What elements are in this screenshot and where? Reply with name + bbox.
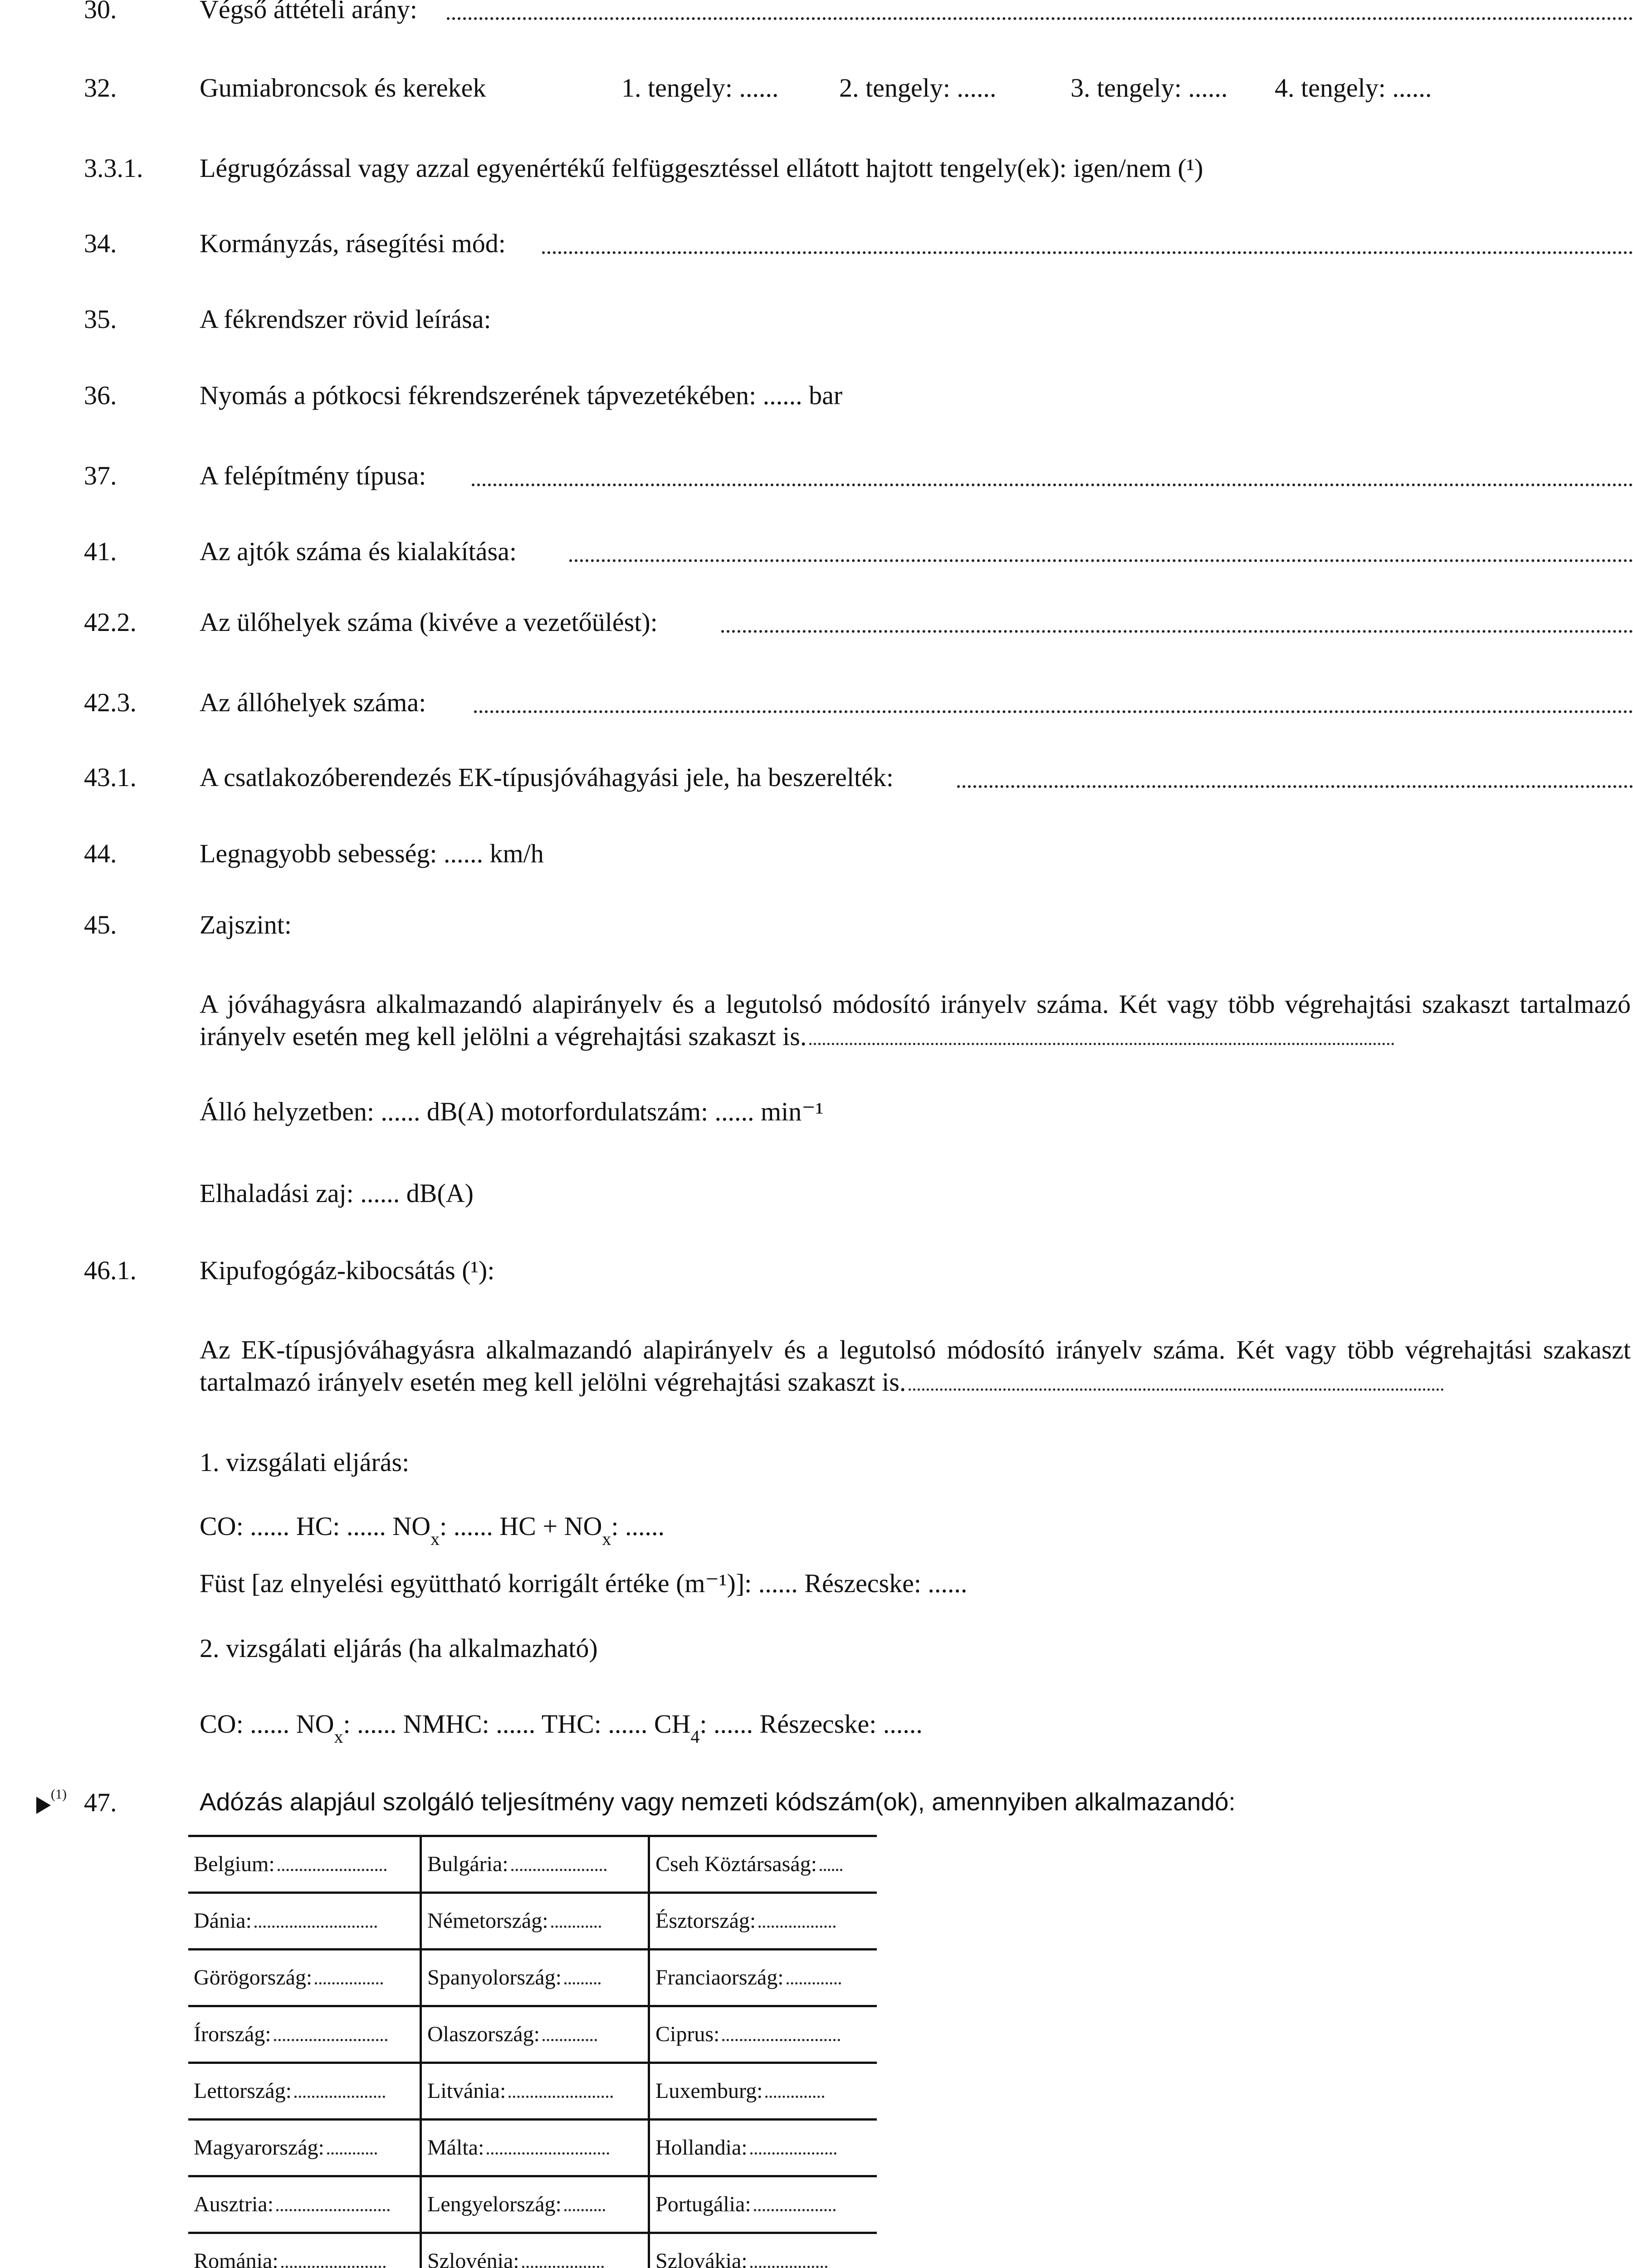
table-cell: Hollandia:	[649, 2120, 877, 2176]
item-number: 32.	[84, 73, 117, 103]
item-row	[0, 689, 1633, 726]
table-cell: Franciaország:	[649, 1950, 877, 2006]
table-cell: Belgium:	[188, 1836, 421, 1893]
table-cell: Írország:	[188, 2006, 421, 2063]
item-label: Kipufogógáz-kibocsátás (¹):	[200, 1256, 495, 1285]
table-cell: Románia:	[188, 2233, 421, 2268]
item-number: 46.1.	[84, 1256, 137, 1285]
item-label: Adózás alapjául szolgáló teljesítmény vagy nemzeti kódszám(ok), amennyiben alkalmazandó:	[200, 1788, 1236, 1816]
item-row	[0, 841, 1633, 877]
table-cell: Luxemburg:	[649, 2063, 877, 2120]
smoke-line: Füst [az elnyelési együttható korrigált értéke (m⁻¹)]: ...... Részecske: ......	[200, 1569, 968, 1598]
item-number: 34.	[84, 229, 117, 258]
noise-stationary: Álló helyzetben: ...... dB(A) motorfordulatszám: ...... min⁻¹	[200, 1097, 824, 1126]
item-number: 44.	[84, 839, 117, 868]
axle-2: 2. tengely: ......	[839, 73, 997, 103]
item-row	[0, 0, 1633, 33]
item-label: A csatlakozóberendezés EK-típusjóváhagyási jele, ha beszerelték:	[200, 763, 894, 792]
item-number: 30.	[84, 0, 117, 24]
procedure-1-values: CO: ...... HC: ...... $NO_x$: ...... HC + $NO_x$: ......	[200, 1511, 665, 1549]
axle-1: 1. tengely: ......	[621, 73, 779, 103]
table-row	[188, 2120, 877, 2176]
fill-dots	[957, 785, 1633, 788]
item-row	[0, 75, 1633, 111]
fill-dots	[721, 630, 1633, 633]
item-row	[0, 382, 1633, 419]
table-row	[188, 2233, 877, 2268]
item-label: A fékrendszer rövid leírása:	[200, 304, 491, 334]
item-number: 47.	[84, 1788, 117, 1817]
item-number: 41.	[84, 537, 117, 566]
fill-dots	[809, 1043, 1394, 1045]
table-row	[188, 2063, 877, 2120]
item-row	[0, 155, 1633, 191]
item-number: 42.2.	[84, 607, 137, 637]
fill-dots	[569, 559, 1633, 562]
axle-3: 3. tengely: ......	[1071, 73, 1228, 103]
noise-passby: Elhaladási zaj: ...... dB(A)	[200, 1178, 474, 1208]
item-row	[0, 230, 1633, 267]
table-cell: Spanyolország:	[421, 1950, 649, 2006]
item-number: 36.	[84, 381, 117, 410]
procedure-1-title: 1. vizsgálati eljárás:	[200, 1447, 410, 1477]
procedure-2-title: 2. vizsgálati eljárás (ha alkalmazható)	[200, 1633, 598, 1663]
item-label: A felépítmény típusa:	[200, 461, 426, 490]
table-cell: Magyarország:	[188, 2120, 421, 2176]
item-label: Légrugózással vagy azzal egyenértékű felfüggesztéssel ellátott hajtott tengely(ek): igen/nem (¹)	[200, 153, 1203, 183]
item-row	[0, 463, 1633, 499]
item-label: Az ajtók száma és kialakítása:	[200, 537, 517, 566]
item-label: Az ülőhelyek száma (kivéve a vezetőülést):	[200, 607, 658, 637]
table-cell: Málta:	[421, 2120, 649, 2176]
item-row	[0, 912, 1633, 948]
table-cell: Dánia:	[188, 1893, 421, 1950]
emissions-directive: Az EK-típusjóváhagyásra alkalmazandó alapirányelv és a legutolsó módosító irányelv száma. Két vagy több végrehajtási szakaszt tartalmazó irányelv esetén meg kell jelölni végrehajtási szakaszt is.	[200, 1335, 1631, 1397]
table-cell: Szlovénia:	[421, 2233, 649, 2268]
item-number: 45.	[84, 910, 117, 939]
item-number: 35.	[84, 304, 117, 334]
table-cell: Lettország:	[188, 2063, 421, 2120]
item-row	[0, 306, 1633, 342]
table-cell: Lengyelország:	[421, 2176, 649, 2233]
table-row	[188, 1950, 877, 2006]
procedure-2-values: CO: ...... $NO_x$: ...... NMHC: ...... THC: ...... $CH_4$: ...... Részecske: ......	[200, 1709, 923, 1747]
item-label: Kormányzás, rásegítési mód:	[200, 229, 506, 258]
table-cell: Litvánia:	[421, 2063, 649, 2120]
item-label: Gumiabroncsok és kerekek	[200, 73, 486, 103]
item-label: Az állóhelyek száma:	[200, 688, 426, 717]
table-cell: Cseh Köztársaság:	[649, 1836, 877, 1893]
item-row	[0, 538, 1633, 575]
table-row	[188, 1893, 877, 1950]
country-code-table	[188, 1835, 877, 2268]
table-cell: Görögország:	[188, 1950, 421, 2006]
table-cell: Portugália:	[649, 2176, 877, 2233]
fill-dots	[542, 251, 1633, 254]
item-row	[0, 764, 1633, 801]
table-cell: Németország:	[421, 1893, 649, 1950]
item-row	[0, 609, 1633, 645]
item-number: 3.3.1.	[84, 153, 143, 183]
table-row	[188, 2176, 877, 2233]
table-cell: Ciprus:	[649, 2006, 877, 2063]
table-cell: Észtország:	[649, 1893, 877, 1950]
item-number: 42.3.	[84, 688, 137, 717]
amendment-arrow-icon	[36, 1797, 51, 1814]
axle-4: 4. tengely: ......	[1275, 73, 1432, 103]
item-label: Végső áttételi arány:	[200, 0, 417, 24]
amendment-marker: (1)	[36, 1789, 67, 1816]
table-cell: Olaszország:	[421, 2006, 649, 2063]
table-row	[188, 1836, 877, 1893]
table-cell: Bulgária:	[421, 1836, 649, 1893]
fill-dots	[474, 710, 1633, 713]
noise-directive: A jóváhagyásra alkalmazandó alapirányelv és a legutolsó módosító irányelv száma. Két vagy több végrehajtási szakaszt tartalmazó irányelv esetén meg kell jelölni a végrehajtási szakaszt is.	[200, 989, 1631, 1051]
table-cell: Szlovákia:	[649, 2233, 877, 2268]
table-cell: Ausztria:	[188, 2176, 421, 2233]
item-number: 37.	[84, 461, 117, 490]
item-label: Legnagyobb sebesség: ...... km/h	[200, 839, 544, 868]
fill-dots	[909, 1388, 1444, 1391]
item-number: 43.1.	[84, 763, 137, 792]
item-row	[0, 1257, 1633, 1294]
item-label: Zajszint:	[200, 910, 292, 939]
fill-dots	[447, 17, 1633, 20]
item-label: Nyomás a pótkocsi fékrendszerének tápvezetékében: ...... bar	[200, 381, 843, 410]
fill-dots	[472, 484, 1633, 486]
table-row	[188, 2006, 877, 2063]
